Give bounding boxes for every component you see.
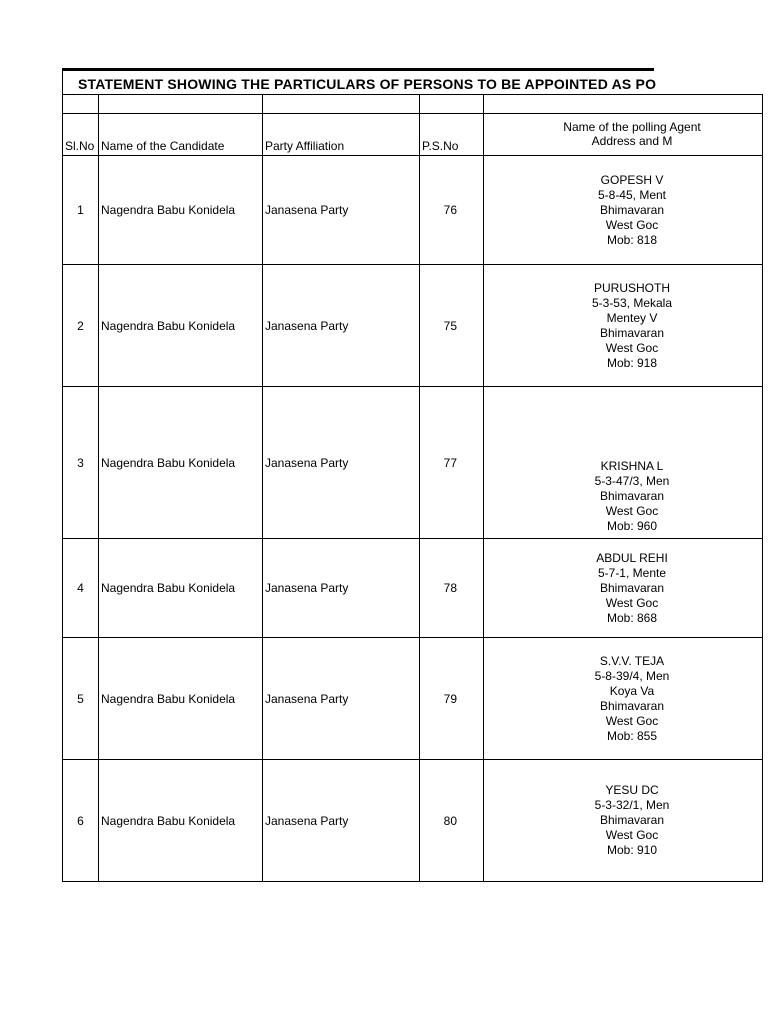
cell-party: Janasena Party: [263, 638, 420, 760]
table-row: [63, 387, 763, 539]
agent-line: Mob: 918: [606, 355, 658, 370]
header-agent-line2: Address and M: [591, 133, 673, 148]
agent-line: 5-7-1, Mente: [597, 565, 667, 580]
agent-line: West Goc: [605, 340, 659, 355]
cell-slno: 3: [63, 387, 99, 539]
agent-line: West Goc: [605, 504, 659, 518]
cell-slno: 4: [63, 539, 99, 638]
cell-psno: 76: [420, 156, 484, 265]
header-agent: [484, 114, 763, 156]
cell-slno: 2: [63, 265, 99, 387]
cell-candidate: Nagendra Babu Konidela: [99, 539, 263, 638]
cell-party: Janasena Party: [263, 265, 420, 387]
header-psno: P.S.No: [420, 114, 484, 156]
cell-psno: 77: [420, 387, 484, 539]
cell-agent: [484, 265, 763, 387]
agent-line: ABDUL REHI: [596, 550, 668, 565]
agent-line: 5-3-47/3, Men: [594, 474, 670, 488]
header-row: [63, 114, 763, 156]
cell-slno: 5: [63, 638, 99, 760]
agent-line: 5-3-32/1, Men: [594, 798, 670, 812]
agent-line: Bhimavaran: [599, 325, 665, 340]
table-viewport: [62, 68, 701, 882]
cell-agent: [484, 760, 763, 882]
agent-line: Mob: 868: [606, 610, 658, 625]
agent-line: Mob: 855: [606, 728, 658, 743]
agent-line: 5-3-53, Mekala: [591, 295, 673, 310]
document-title: STATEMENT SHOWING THE PARTICULARS OF PERSONS TO BE APPOINTED AS PO: [78, 76, 657, 92]
agent-line: 5-8-39/4, Men: [594, 668, 670, 683]
cell-agent: [484, 156, 763, 265]
agent-line: Bhimavaran: [599, 813, 665, 827]
agent-line: S.V.V. TEJA: [599, 653, 665, 668]
header-slno: Sl.No: [63, 114, 99, 156]
agent-line: GOPESH V: [600, 172, 664, 187]
agents-table: [62, 94, 763, 882]
agent-line: Bhimavaran: [599, 202, 665, 217]
agent-line: Mob: 960: [606, 519, 658, 533]
blank-row: [63, 95, 763, 114]
table-row: [63, 265, 763, 387]
cell-party: Janasena Party: [263, 387, 420, 539]
agent-line: YESU DC: [605, 783, 659, 797]
table-row: [63, 638, 763, 760]
cell-psno: 80: [420, 760, 484, 882]
cell-psno: 75: [420, 265, 484, 387]
title-row: [62, 68, 657, 94]
cell-party: Janasena Party: [263, 539, 420, 638]
agent-line: Mob: 910: [606, 843, 658, 857]
table-row: [63, 760, 763, 882]
cell-party: Janasena Party: [263, 156, 420, 265]
cell-slno: 1: [63, 156, 99, 265]
agent-line: Koya Va: [609, 683, 655, 698]
cell-candidate: Nagendra Babu Konidela: [99, 156, 263, 265]
agent-line: 5-8-45, Ment: [597, 187, 667, 202]
cell-psno: 79: [420, 638, 484, 760]
agent-line: PURUSHOTH: [593, 280, 670, 295]
agent-line: Mob: 818: [606, 232, 658, 247]
agent-line: West Goc: [605, 828, 659, 842]
agent-line: Mentey V: [606, 310, 658, 325]
cell-candidate: Nagendra Babu Konidela: [99, 265, 263, 387]
cell-party: Janasena Party: [263, 760, 420, 882]
cell-candidate: Nagendra Babu Konidela: [99, 638, 263, 760]
cell-agent: [484, 638, 763, 760]
cell-candidate: Nagendra Babu Konidela: [99, 387, 263, 539]
table-row: [63, 156, 763, 265]
cell-psno: 78: [420, 539, 484, 638]
agent-line: Bhimavaran: [599, 698, 665, 713]
agent-line: Bhimavaran: [599, 489, 665, 503]
table-row: [63, 539, 763, 638]
agent-line: KRISHNA L: [600, 459, 664, 473]
agent-line: Bhimavaran: [599, 580, 665, 595]
cell-agent: [484, 387, 763, 539]
header-agent-line1: Name of the polling Agent: [563, 119, 701, 134]
header-candidate: Name of the Candidate: [99, 114, 263, 156]
header-party: Party Affiliation: [263, 114, 420, 156]
cell-agent: [484, 539, 763, 638]
agent-line: West Goc: [605, 595, 659, 610]
agent-line: West Goc: [605, 217, 659, 232]
agent-line: West Goc: [605, 713, 659, 728]
cell-candidate: Nagendra Babu Konidela: [99, 760, 263, 882]
cell-slno: 6: [63, 760, 99, 882]
